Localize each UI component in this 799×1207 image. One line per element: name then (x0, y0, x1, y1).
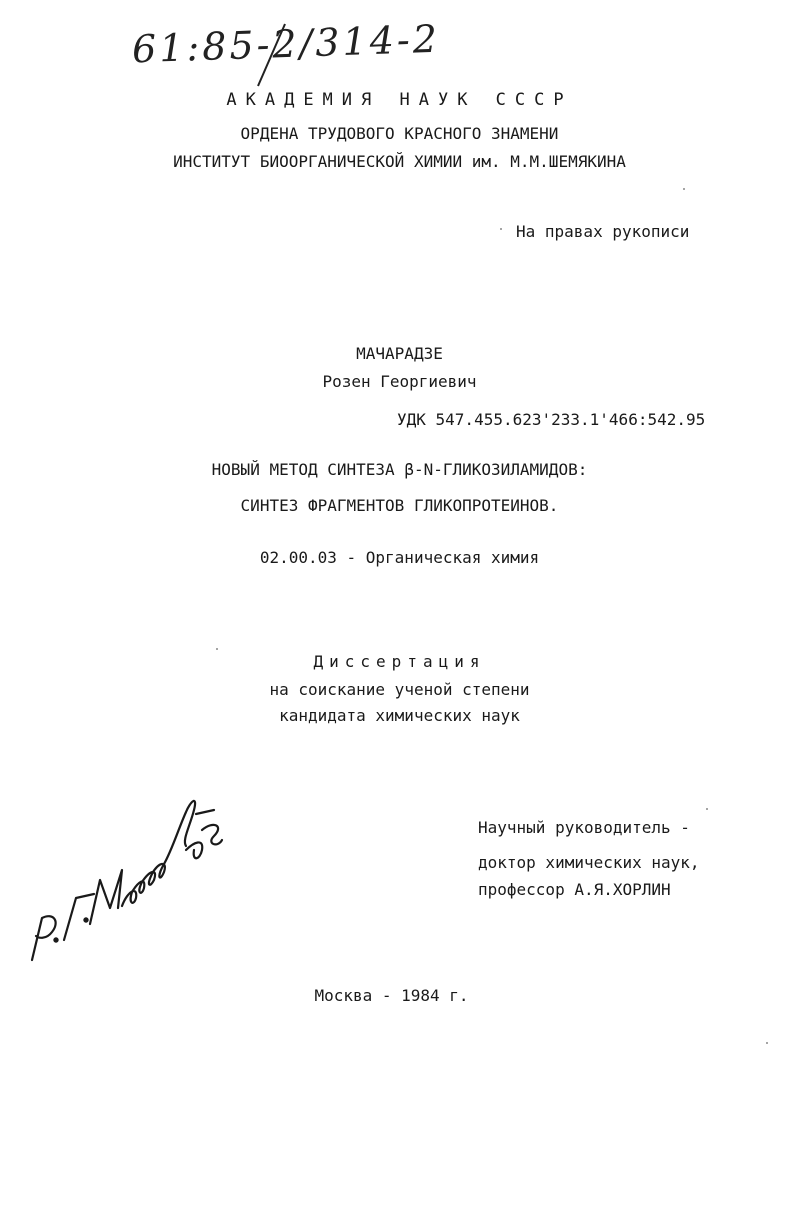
place-year: Москва - 1984 г. (314, 986, 469, 1005)
supervisor-label: Научный руководитель - (478, 818, 690, 837)
scan-speck (683, 188, 685, 190)
scan-speck (216, 648, 218, 650)
thesis-purpose: на соискание ученой степени (269, 680, 530, 699)
institute-name: ИНСТИТУТ БИООРГАНИЧЕСКОЙ ХИМИИ им. М.М.ШЕМЯКИНА (173, 152, 626, 171)
rights-note: На правах рукописи (516, 222, 690, 241)
scan-speck (706, 808, 708, 810)
scan-speck (766, 1042, 768, 1044)
archive-number: 61:85-2/314-2 (131, 16, 441, 72)
title-line-1: НОВЫЙ МЕТОД СИНТЕЗА β-N-ГЛИКОЗИЛАМИДОВ: (211, 460, 588, 479)
supervisor-name: профессор А.Я.ХОРЛИН (478, 880, 671, 899)
author-name: Розен Георгиевич (322, 372, 477, 391)
thesis-degree: кандидата химических наук (279, 706, 520, 725)
archive-number-slash (250, 20, 290, 90)
author-signature (18, 790, 233, 975)
academy-heading: АКАДЕМИЯ НАУК СССР (226, 90, 573, 110)
order-line: ОРДЕНА ТРУДОВОГО КРАСНОГО ЗНАМЕНИ (240, 124, 559, 143)
supervisor-degree: доктор химических наук, (478, 853, 700, 872)
thesis-type: Диссертация (313, 652, 486, 671)
title-line-2: СИНТЕЗ ФРАГМЕНТОВ ГЛИКОПРОТЕИНОВ. (240, 496, 559, 515)
author-surname: МАЧАРАДЗЕ (356, 344, 443, 363)
udc-code: УДК 547.455.623'233.1'466:542.95 (397, 410, 706, 429)
scan-speck (500, 228, 502, 230)
specialty: 02.00.03 - Органическая химия (259, 548, 540, 567)
